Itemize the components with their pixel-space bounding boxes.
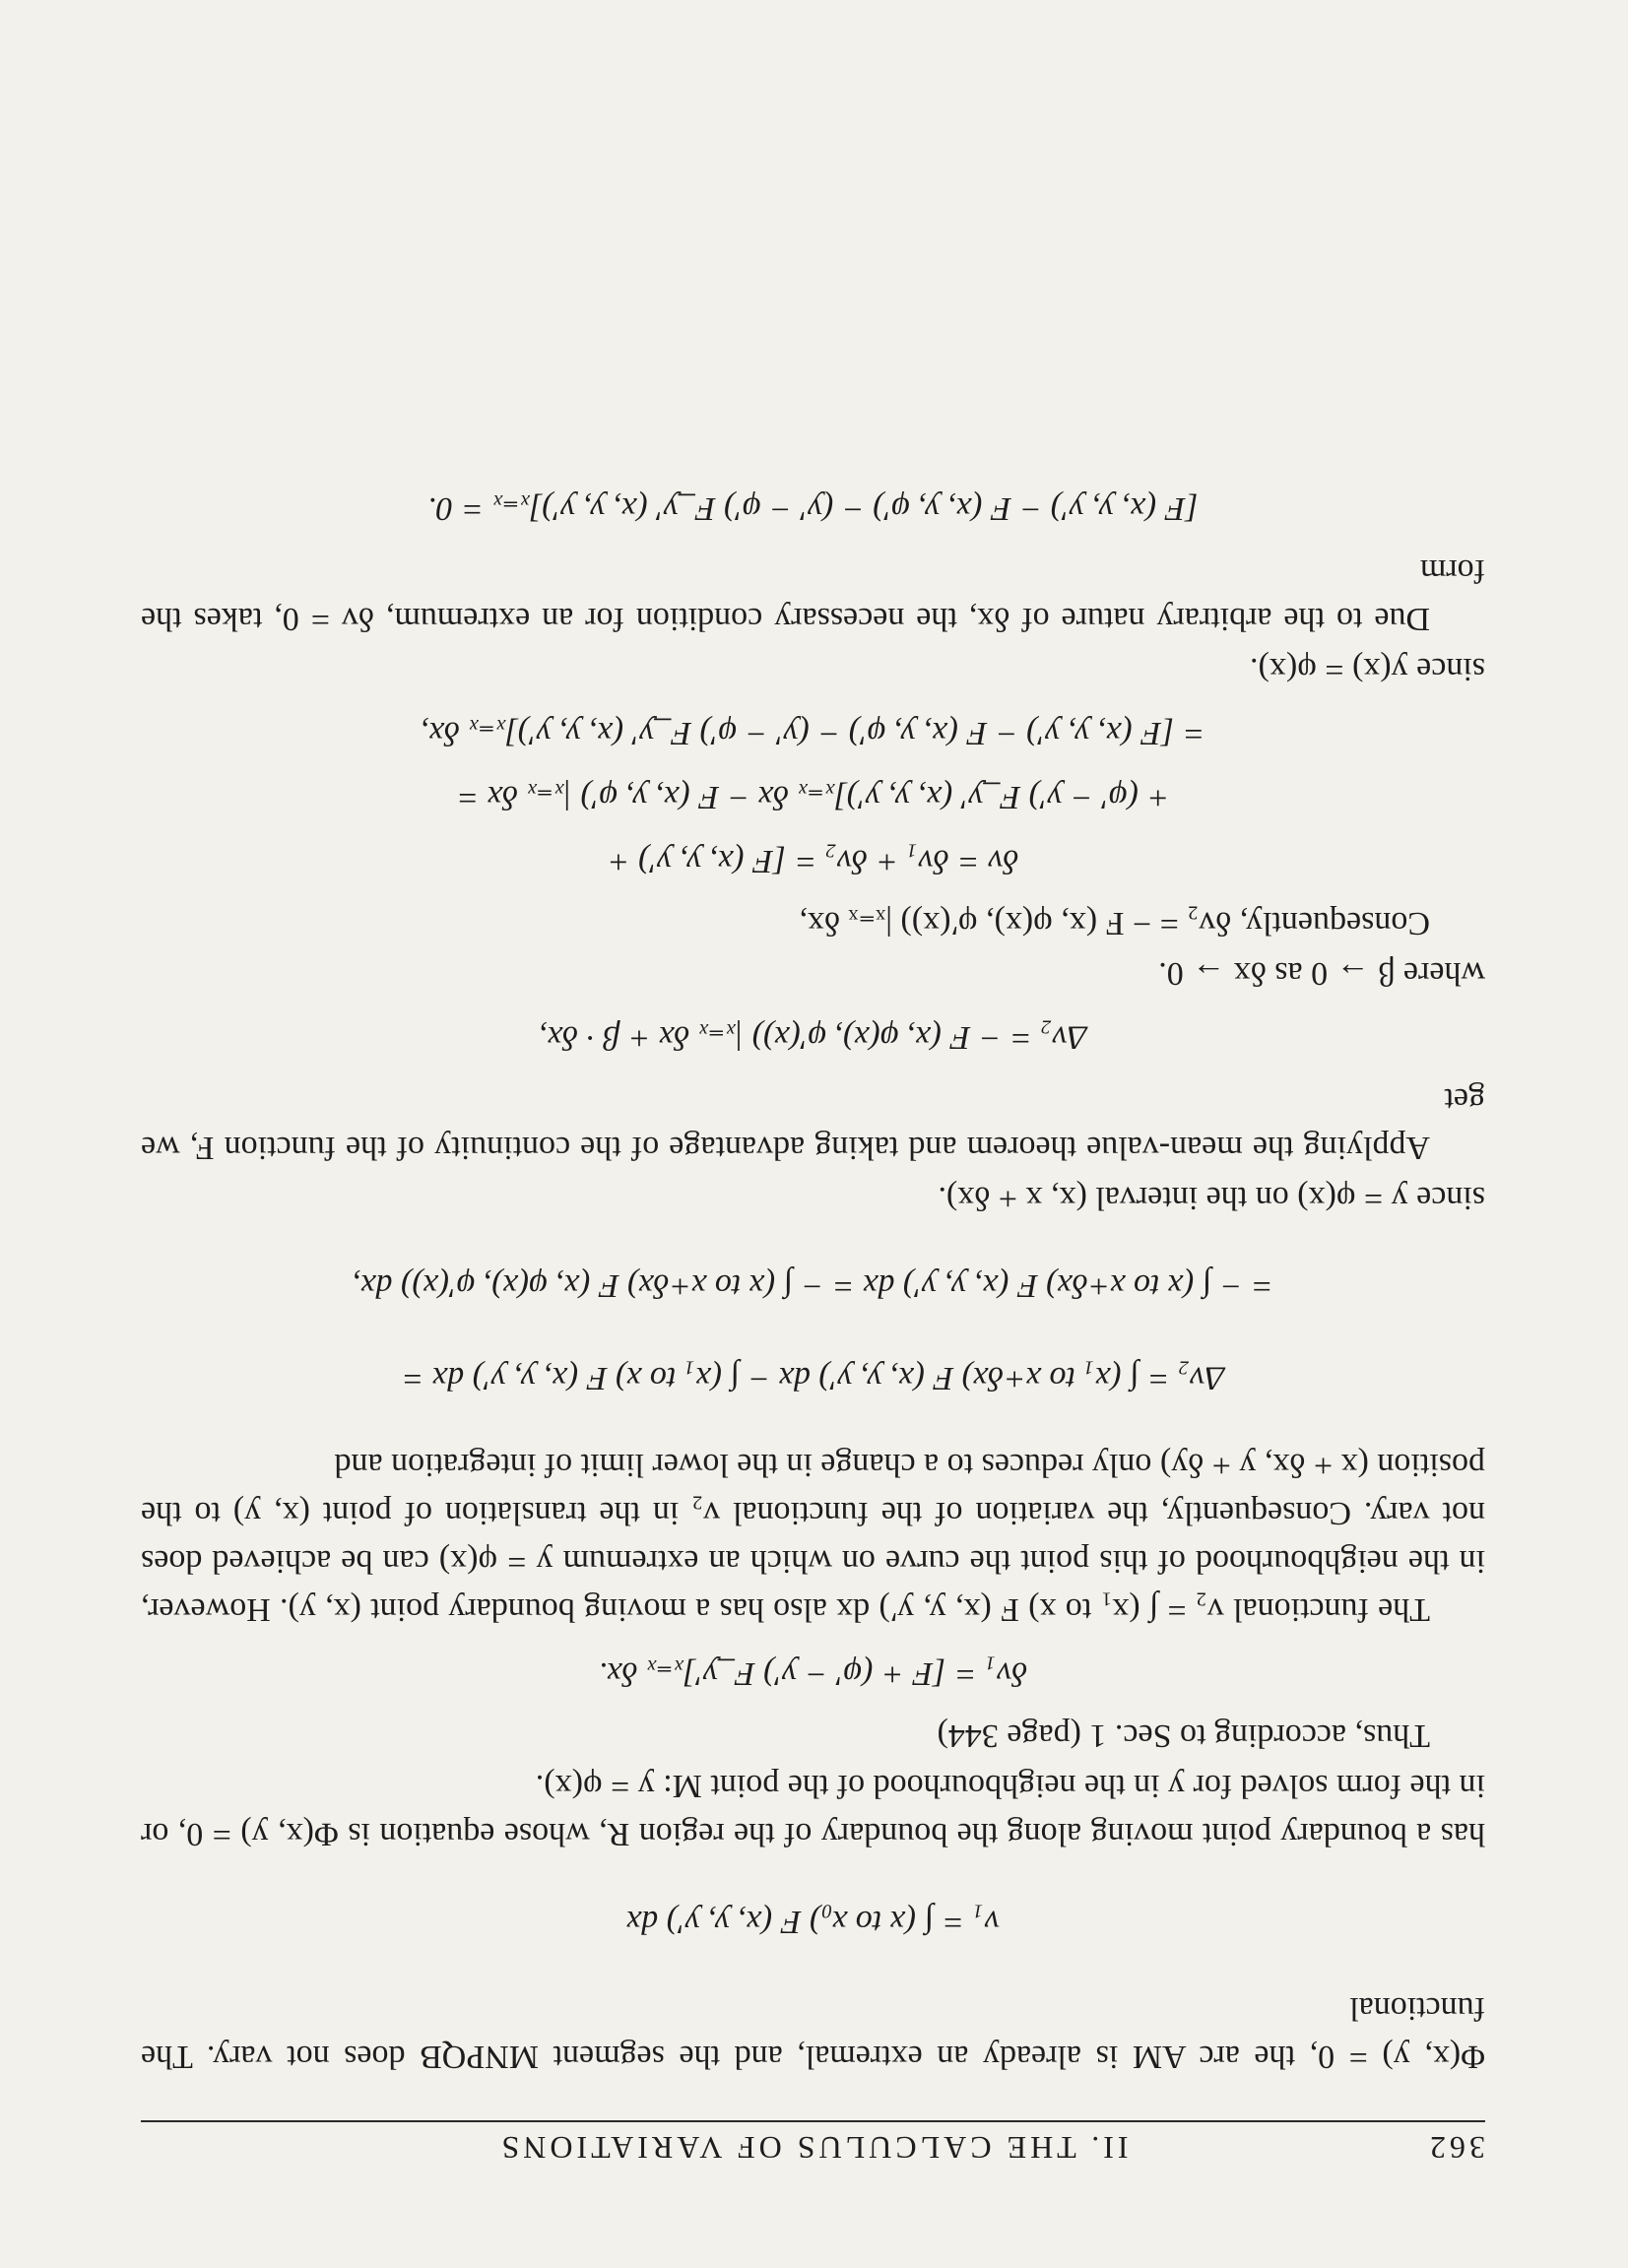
equation-delta-v1: δv₁ = [F + (φ′ − y′) F_y′]ₓ₌ₓ δx.: [598, 1655, 1028, 1692]
equation-delta-v-line3: = [F (x, y, y′) − F (x, y, φ′) − (y′ − φ′) F_y′ (x, y, y′)]ₓ₌ₓ δx,: [421, 715, 1205, 751]
paragraph-9: since y(x) = φ(x).: [1250, 651, 1485, 687]
equation-v1: v₁ = ∫ (x to x₀) F (x, y, y′) dx: [626, 1904, 1000, 1940]
page-body: [141, 469, 1485, 2081]
paragraph-3: Thus, according to Sec. 1 (page 344): [937, 1717, 1430, 1754]
paragraph-7: where β → 0 as δx → 0.: [1158, 955, 1485, 992]
equation-delta-v2-reduced: = − ∫ (x to x+δx) F (x, y, y′) dx = − ∫ (x to x+δx) F (x, φ(x), φ′(x)) dx,: [352, 1267, 1274, 1304]
running-header: [141, 2120, 1485, 2171]
paragraph-2: has a boundary point moving along the boundary of the region R, whose equation is Φ(x, y) = 0, or in the form solved for y in the neighbourhood of the point M: y = φ(x).: [141, 1768, 1485, 1852]
running-title: II. THE CALCULUS OF VARIATIONS: [497, 2130, 1129, 2166]
equation-delta-v2-integrals: Δv₂ = ∫ (x₁ to x+δx) F (x, y, y′) dx − ∫ (x₁ to x) F (x, y, y′) dx =: [401, 1360, 1225, 1396]
paragraph-10: Due to the arbitrary nature of δx, the necessary condition for an extremum, δv = 0, takes the form: [141, 552, 1485, 637]
equation-delta-v-line1: δv = δv₁ + δv₂ = [F (x, y, y′) +: [607, 843, 1019, 879]
paragraph-4: The functional v₂ = ∫ (x₁ to x) F (x, y, y′) dx also has a moving boundary point (x, y). However, in the neighbourhood of this point the curve on which an extremum y = φ(x) can be achieved does not vary. Consequently, the variation of the functional v₂ in the translation of point (x, y) to the position (x + δx, y + δy) only reduces to a change in the lower limit of integration and: [141, 1447, 1485, 1628]
paragraph-6: Applying the mean-value theorem and taking advantage of the continuity of the function F, we get: [141, 1081, 1485, 1166]
equation-extremum-condition: [F (x, y, y′) − F (x, y, φ′) − (y′ − φ′) F_y′ (x, y, y′)]ₓ₌ₓ = 0.: [427, 490, 1199, 527]
equation-delta-v-line2: + (φ′ − y′) F_y′ (x, y, y′)]ₓ₌ₓ δx − F (x, y, φ′) |ₓ₌ₓ δx =: [456, 779, 1170, 815]
paragraph-5: since y = φ(x) on the interval (x, x + δx).: [938, 1180, 1485, 1216]
paragraph-8: Consequently, δv₂ = − F (x, φ(x), φ′(x)) |ₓ₌ₓ δx,: [799, 905, 1430, 941]
equation-mean-value: Δv₂ = − F (x, φ(x), φ′(x)) |ₓ₌ₓ δx + β · δx,: [539, 1019, 1087, 1056]
page-number: 362: [1426, 2130, 1485, 2166]
paragraph-1: Φ(x, y) = 0, the arc AM is already an extremal, and the segment MNPQB does not vary. The functional: [141, 1990, 1485, 2075]
